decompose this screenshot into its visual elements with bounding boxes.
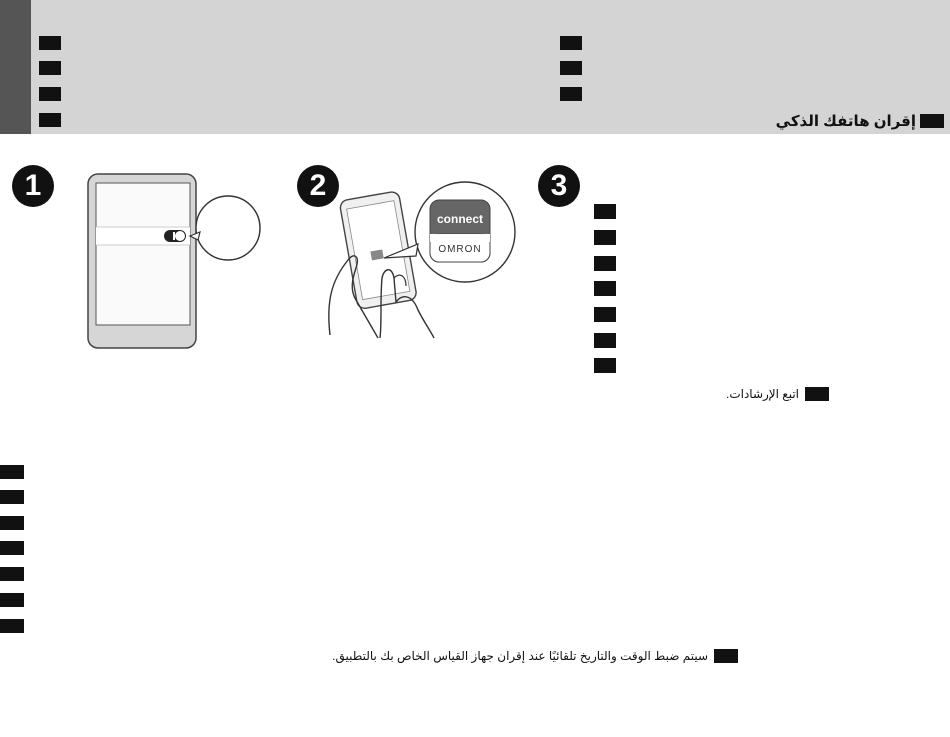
redacted-block <box>0 567 24 581</box>
redacted-block <box>594 230 616 245</box>
redacted-block <box>39 87 61 101</box>
redacted-block <box>0 619 24 633</box>
redacted-block <box>560 61 582 75</box>
redacted-block <box>0 541 24 555</box>
section-title-text: إقران هاتفك الذكي <box>775 113 916 130</box>
redacted-block <box>594 307 616 322</box>
redacted-block <box>560 87 582 101</box>
phone-toggle-illustration <box>86 170 266 352</box>
title-marker <box>920 114 944 128</box>
side-tab <box>0 0 31 134</box>
badge-omron-text: OMRON <box>438 244 482 255</box>
step-number-1: 1 <box>12 165 54 207</box>
app-launch-illustration <box>320 160 520 345</box>
note-marker <box>805 387 829 401</box>
redacted-block <box>39 36 61 50</box>
badge-connect-text: connect <box>436 212 484 226</box>
section-title <box>776 112 944 130</box>
follow-instructions-note <box>726 387 829 401</box>
auto-time-text: سيتم ضبط الوقت والتاريخ تلقائيًا عند إقران جهاز القياس الخاص بك بالتطبيق. <box>332 649 708 663</box>
redacted-block <box>594 333 616 348</box>
redacted-block <box>39 113 61 127</box>
redacted-block <box>0 593 24 607</box>
redacted-block <box>594 281 616 296</box>
redacted-block <box>0 516 24 530</box>
step-number-3: 3 <box>538 165 580 207</box>
redacted-block <box>594 358 616 373</box>
step-number-2: 2 <box>297 165 339 207</box>
redacted-block <box>0 490 24 504</box>
auto-time-note <box>332 649 738 663</box>
redacted-block <box>594 256 616 271</box>
redacted-block <box>0 465 24 479</box>
redacted-block <box>560 36 582 50</box>
note-marker <box>714 649 738 663</box>
follow-instructions-text: اتبع الإرشادات. <box>725 387 799 401</box>
redacted-block <box>39 61 61 75</box>
redacted-block <box>594 204 616 219</box>
